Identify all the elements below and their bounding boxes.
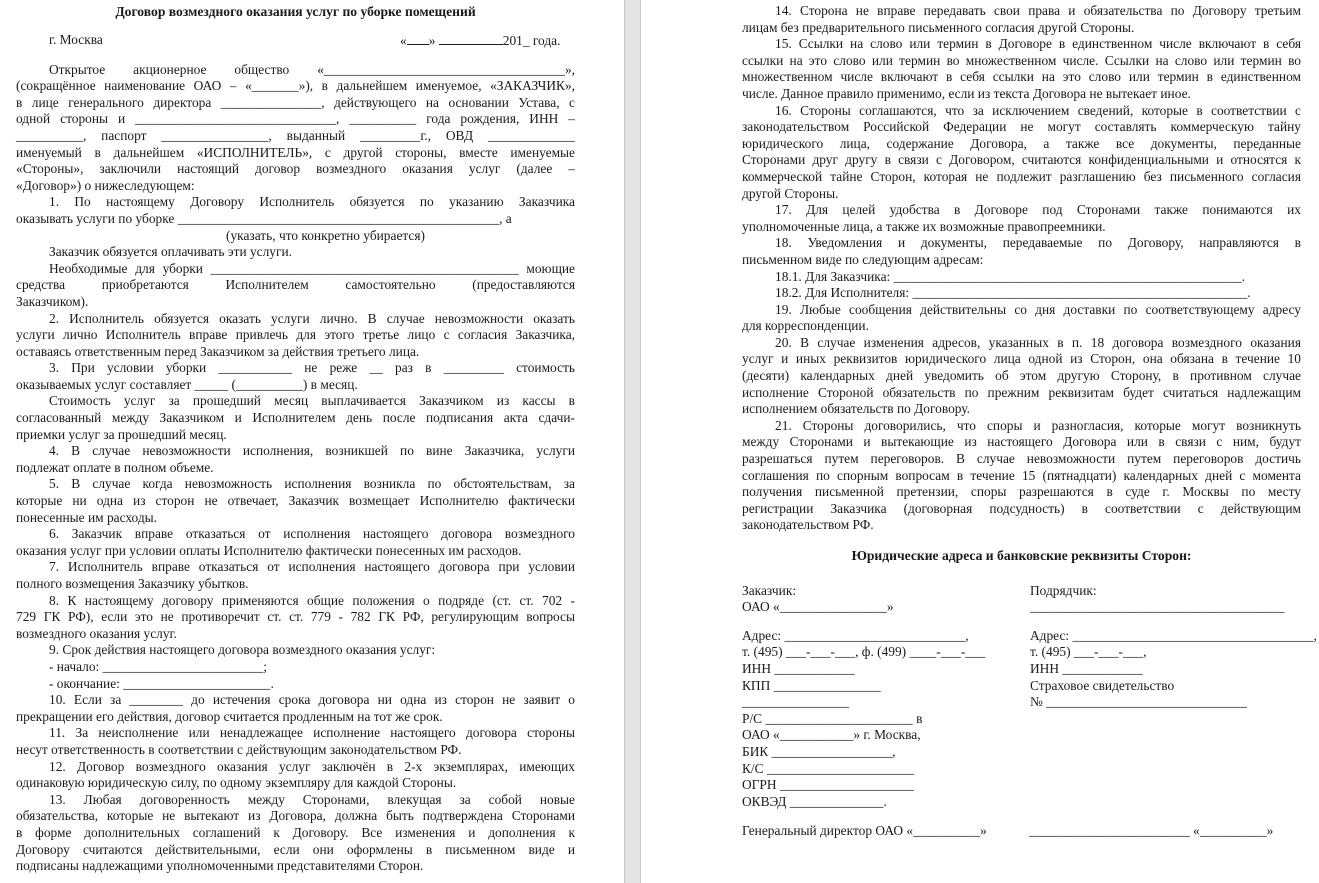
paragraph-line: разрешаться путем переговоров. В случае невозможности путем переговоров достичь <box>742 451 1301 467</box>
paragraph-line: (сокращённое наименование ОАО – «_______»), в дальнейшем именуемое, «ЗАКАЗЧИК», <box>16 78 575 94</box>
right-page-body <box>742 3 1301 534</box>
paragraph-line: оказываемых услуг составляет _____ (__________) в месяц. <box>16 376 358 392</box>
paragraph-line: в форме дополнительных соглашений к Договору. Все изменения и дополнения к <box>16 824 575 840</box>
paragraph-line: другой Стороны. <box>742 185 839 201</box>
page-left-column <box>16 0 575 875</box>
paragraph-line: между Сторонами и вытекающие из настоящего Договора или в связи с ним, будут <box>742 434 1301 450</box>
paragraph-line: приемки услуг за прошедший месяц. <box>16 426 227 442</box>
customer-bik: БИК __________________, <box>742 743 896 759</box>
contractor-address: Адрес: ____________________________________, <box>1030 627 1317 643</box>
paragraph-line: услуги лично Исполнитель вправе привлечь для этого третье лицо с согласия Заказчика, <box>16 327 575 343</box>
document-page-left <box>0 0 624 883</box>
paragraph-line: одинаковую юридическую силу, по одному экземпляру для каждой Стороны. <box>16 775 457 791</box>
paragraph-line: которые ни одна из сторон не отвечает, Заказчик возмещает Исполнителю фактически <box>16 493 575 509</box>
paragraph-line: числе. Данное правило применимо, если из текста Договора не вытекает иное. <box>742 85 1191 101</box>
paragraph-line: услуг и иных реквизитов юридического лица одной из Сторон, она обязана в течение 10 <box>742 351 1301 367</box>
paragraph-line: 14. Сторона не вправе передавать свои права и обязательства по Договору третьим <box>775 3 1301 18</box>
paragraph-line: - окончание: ______________________. <box>49 675 274 691</box>
paragraph-line: 13. Любая договоренность между Сторонами, влекущая за собой новые <box>49 791 575 807</box>
paragraph-line: 17. Для целей удобства в Договоре под Сторонами также понимаются их <box>775 202 1301 218</box>
paragraph-line: 21. Стороны договорились, что споры и разногласия, которые могут возникнуть <box>775 417 1301 433</box>
customer-kpp: КПП ________________ <box>742 677 881 693</box>
paragraph-line: Договору считаются действительными, если они оформлены в письменном виде и <box>16 841 575 857</box>
paragraph-line: 12. Договор возмездного оказания услуг заключён в 2-х экземплярах, имеющих <box>49 758 575 774</box>
paragraph-line: подписаны надлежащими уполномоченными представителями Сторон. <box>16 858 424 874</box>
contractor-phone: т. (495) ___-___-___, <box>1030 644 1147 660</box>
paragraph-line: 8. К настоящему договору применяются общие положения о подряде (ст. ст. 702 - <box>49 592 575 608</box>
paragraph-line: коммерческой тайне Сторон, которая не подлежит разглашению без письменного согласия <box>742 168 1301 184</box>
document-title: Договор возмездного оказания услуг по уборке помещений <box>115 4 476 19</box>
contractor-insurance-no: № ______________________________ <box>1030 694 1247 710</box>
paragraph-line: множественном числе включают в себя ссылки на это слово или термин в единственном <box>742 69 1301 85</box>
paragraph-line: 16. Стороны соглашаются, что за исключением сведений, которые в соответствии с <box>775 102 1301 118</box>
paragraph-line: 20. В случае изменения адресов, указанных в п. 18 договора возмездного оказания <box>775 334 1301 350</box>
customer-phone: т. (495) ___-___-___, ф. (499) ____-___-___ <box>742 644 986 660</box>
paragraph-line: прекращении его действия, договор считается продленным на тот же срок. <box>16 708 443 724</box>
paragraph-line: 2. Исполнитель обязуется оказать услуги лично. В случае невозможности оказать <box>49 310 575 326</box>
paragraph-line: 18. Уведомления и документы, передаваемые по Договору, направляются в <box>775 235 1301 251</box>
paragraph-line: законодательством РФ. <box>742 517 874 533</box>
requisites-heading: Юридические адреса и банковские реквизиты Сторон: <box>851 548 1192 563</box>
paragraph-line: Сторонами друг другу в связи с Договором, считаются конфиденциальными и относятся к <box>742 152 1301 168</box>
customer-requisites <box>742 583 985 811</box>
paragraph-line: для корреспонденции. <box>742 318 869 334</box>
paragraph-line: возмездного оказания услуг. <box>16 625 177 641</box>
customer-blank: ________________ <box>742 694 850 710</box>
contractor-insurance: Страховое свидетельство <box>1030 677 1175 693</box>
date-suffix: 201_ года. <box>502 32 561 48</box>
customer-ks: К/С ______________________ <box>742 760 915 776</box>
paragraph-line: 5. В случае когда невозможность исполнения возникла по обстоятельствам, за <box>49 476 575 492</box>
paragraph-line: письменном виде по следующим адресам: <box>742 251 984 267</box>
paragraph-line: 1. По настоящему Договору Исполнитель обязуется по указанию Заказчика <box>49 194 575 210</box>
paragraph-line: Необходимые для уборки ______________________________________________ моющие <box>49 260 575 276</box>
paragraph-line: ссылки на это слово или термин во множественном числе. Ссылки на слово или термин во <box>742 52 1301 68</box>
customer-bank: ОАО «___________» г. Москва, <box>742 727 921 743</box>
page-right-column <box>742 0 1317 838</box>
paragraph-line: (десяти) календарных дней уведомить об этом другую Сторону, в противном случае <box>742 368 1301 384</box>
paragraph-line: понесенные им расходы. <box>16 509 158 525</box>
signature-left: Генеральный директор ОАО «__________» <box>742 822 987 838</box>
paragraph-line: 10. Если за ________ до истечения срока договора ни одна из сторон не заявит о <box>49 692 575 708</box>
paragraph-line: 18.2. Для Исполнителя: __________________________________________________. <box>775 285 1251 301</box>
paragraph-line: - начало: ________________________; <box>49 658 268 674</box>
customer-inn: ИНН ____________ <box>742 660 855 676</box>
paragraph-line: (указать, что конкретно убирается) <box>226 227 425 243</box>
paragraph-line: несут ответственность в соответствии с действующим законодательством РФ. <box>16 741 462 757</box>
paragraph-line: оказания услуг при условии оплаты Исполнителю фактически понесенных им расходов. <box>16 542 522 558</box>
paragraph-line: Стоимость услуг за прошедший месяц выплачивается Заказчиком из кассы в <box>49 393 575 409</box>
customer-rs: Р/С ______________________ в <box>742 710 923 726</box>
paragraph-line: полного возмещения Заказчику убытков. <box>16 576 249 591</box>
paragraph-line: Открытое акционерное общество «____________________________________», <box>49 61 575 77</box>
contractor-label: Подрядчик: <box>1030 582 1097 598</box>
paragraph-line: регистрации Заказчика (договорная подсудность) в соответствии с действующим <box>742 500 1301 516</box>
paragraph-line: 18.1. Для Заказчика: ____________________________________________________. <box>775 268 1246 284</box>
paragraph-line: получения письменной претензии, споры разрешаются в суде г. Москвы по месту <box>742 484 1301 500</box>
paragraph-line: «Стороны», заключили настоящий договор возмездного оказания услуг (далее – <box>16 161 575 177</box>
customer-address: Адрес: ___________________________, <box>742 627 969 643</box>
city: г. Москва <box>49 31 103 47</box>
paragraph-line: исполнение Стороной обязательств по прежним реквизитам будет считаться надлежащим <box>742 384 1301 400</box>
document-page-right <box>641 0 1319 883</box>
paragraph-line: лицам без предварительного письменного согласия другой Стороны. <box>742 19 1135 35</box>
contractor-name: ______________________________________ <box>1030 599 1285 615</box>
customer-okved: ОКВЭД ______________. <box>742 793 887 809</box>
paragraph-line: одной стороны и ______________________________, __________ года рождения, ИНН – <box>16 111 575 127</box>
paragraph-line: уполномоченные лица, а также их возможные правопреемники. <box>742 218 1106 234</box>
left-page-body <box>16 62 575 875</box>
paragraph-line: Заказчиком). <box>16 293 89 309</box>
paragraph-line: средства приобретаются Исполнителем самостоятельно (предоставляются <box>16 277 575 293</box>
paragraph-line: 9. Срок действия настоящего договора возмездного оказания услуг: <box>49 642 436 658</box>
signature-right: ________________________ «__________» <box>1029 822 1274 838</box>
paragraph-line: именуемый в дальнейшем «ИСПОЛНИТЕЛЬ», с другой стороны, вместе именуемые <box>16 144 575 160</box>
page-separator <box>624 0 641 883</box>
paragraph-line: соглашения по спорным вопросам в течение 15 (пятнадцати) календарных дней с момента <box>742 467 1301 483</box>
contractor-requisites <box>1030 583 1317 711</box>
paragraph-line: 19. Любые сообщения действительны со дня доставки по соответствующему адресу <box>775 301 1301 317</box>
paragraph-line: Заказчик обязуется оплачивать эти услуги. <box>49 244 292 260</box>
paragraph-line: «Договор») о нижеследующем: <box>16 177 195 193</box>
paragraph-line: 7. Исполнитель вправе отказаться от исполнения настоящего договора при условии <box>49 559 575 575</box>
paragraph-line: исполнением обязательств по Договору. <box>742 401 970 417</box>
customer-ogrn: ОГРН ____________________ <box>742 777 914 793</box>
contractor-inn: ИНН ____________ <box>1030 660 1143 676</box>
customer-label: Заказчик: <box>742 582 797 598</box>
requisites-block <box>742 575 1317 838</box>
paragraph-line: 15. Ссылки на слово или термин в Договоре в единственном числе включают в себя <box>775 36 1301 52</box>
paragraph-line: подлежат оплате в полном объеме. <box>16 459 214 475</box>
paragraph-line: юридического лица, содержание Договора, а также все документы, переданные <box>742 135 1301 151</box>
date-field: « » 201_ года. <box>400 32 561 48</box>
paragraph-line: __________, паспорт ________________, выданный _________г., ОВД _____________ <box>16 127 575 143</box>
paragraph-line: 729 ГК РФ), если это не противоречит ст. ст. 779 - 782 ГК РФ, регулирующим вопросы <box>16 609 575 625</box>
city-date-row <box>16 29 575 62</box>
paragraph-line: согласованный между Заказчиком и Исполнителем день после подписания акта сдачи- <box>16 410 575 426</box>
paragraph-line: 11. За неисполнение или ненадлежащее исполнение настоящего договора стороны <box>49 725 575 741</box>
paragraph-line: 6. Заказчик вправе отказаться от исполнения настоящего договора возмездного <box>49 526 575 542</box>
customer-name: ОАО «________________» <box>742 599 894 615</box>
paragraph-line: законодательством Российской Федерации не могут составлять коммерческую тайну <box>742 119 1301 135</box>
paragraph-line: 4. В случае невозможности исполнения, возникшей по вине Заказчика, услуги <box>49 443 575 459</box>
paragraph-line: обязательства, которые не вытекают из Договора, должна быть подтверждена Сторонами <box>16 808 575 824</box>
paragraph-line: оставаясь ответственным перед Заказчиком за действия третьего лица. <box>16 343 420 359</box>
paragraph-line: оказывать услуги по уборке ________________________________________________, а <box>16 210 512 226</box>
paragraph-line: в лице генерального директора _______________, действующего на основании Устава, с <box>16 94 575 110</box>
paragraph-line: 3. При условии уборки ___________ не реже __ раз в _________ стоимость <box>49 360 575 376</box>
